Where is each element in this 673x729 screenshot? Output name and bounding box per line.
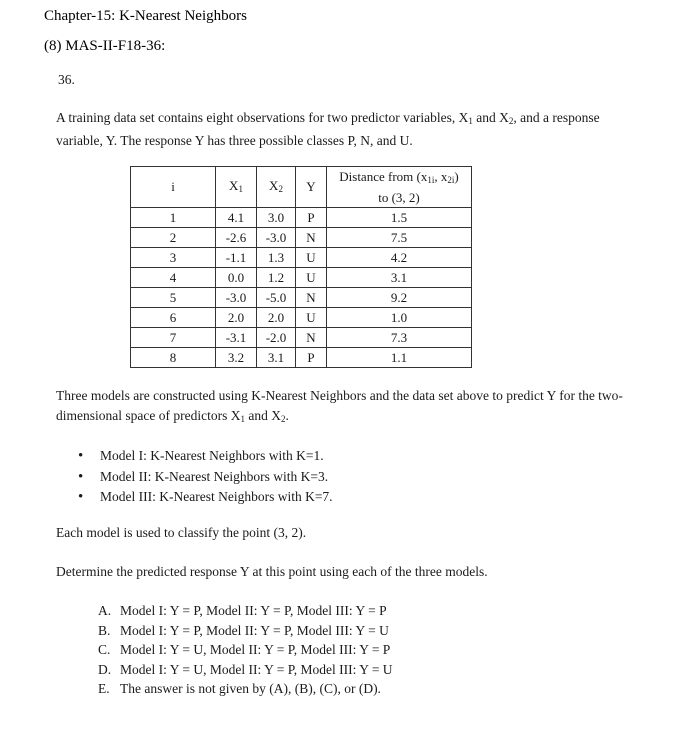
- cell-distance: 7.3: [327, 328, 472, 348]
- subscript-1: 1: [468, 116, 473, 126]
- choice-text: Model I: Y = U, Model II: Y = P, Model III: Y = U: [120, 661, 393, 677]
- cell-distance: 9.2: [327, 288, 472, 308]
- cell-i: 1: [131, 208, 216, 228]
- cell-x1: -2.6: [216, 228, 257, 248]
- table-row: [131, 288, 472, 308]
- models-intro: [56, 386, 631, 429]
- table-row: [131, 308, 472, 328]
- choice-text: The answer is not given by (A), (B), (C), or (D).: [120, 681, 381, 696]
- cell-x2: -5.0: [257, 288, 296, 308]
- table-row: [131, 208, 472, 228]
- cell-distance: 7.5: [327, 228, 472, 248]
- cell-x1: 0.0: [216, 268, 257, 288]
- answer-choice: [98, 640, 393, 660]
- header-x2: [257, 167, 296, 208]
- cell-y: U: [296, 268, 327, 288]
- choice-letter: E.: [98, 681, 110, 696]
- cell-y: U: [296, 248, 327, 268]
- table-header-row: [131, 167, 472, 208]
- models-subscript-1: 1: [240, 414, 245, 424]
- cell-x2: 1.2: [257, 268, 296, 288]
- intro-text-2: and X: [472, 110, 509, 125]
- header-distance-line1: Distance from (x: [339, 168, 428, 184]
- list-item: • Model II: K-Nearest Neighbors with K=3.: [78, 467, 333, 488]
- header-distance: [327, 167, 472, 208]
- cell-i: 3: [131, 248, 216, 268]
- cell-x2: -3.0: [257, 228, 296, 248]
- cell-x1: -1.1: [216, 248, 257, 268]
- header-distance-line2: to (3, 2): [378, 189, 420, 205]
- table-row: [131, 248, 472, 268]
- cell-x2: 1.3: [257, 248, 296, 268]
- choice-letter: D.: [98, 661, 112, 677]
- cell-distance: 1.5: [327, 208, 472, 228]
- table-row: [131, 228, 472, 248]
- problem-number: 36.: [58, 72, 75, 87]
- cell-distance: 1.0: [327, 308, 472, 328]
- cell-x1: 2.0: [216, 308, 257, 328]
- chapter-title: Chapter-15: K-Nearest Neighbors: [44, 8, 247, 24]
- choice-text: Model I: Y = U, Model II: Y = P, Model III: Y = P: [120, 642, 391, 657]
- cell-y: P: [296, 348, 327, 368]
- choice-text: Model I: Y = P, Model II: Y = P, Model III: Y = P: [120, 603, 387, 618]
- choice-letter: C.: [98, 642, 111, 657]
- cell-x2: -2.0: [257, 328, 296, 348]
- models-list: [78, 446, 333, 508]
- cell-i: 7: [131, 328, 216, 348]
- choice-letter: A.: [98, 603, 112, 618]
- cell-i: 8: [131, 348, 216, 368]
- cell-y: P: [296, 208, 327, 228]
- cell-y: N: [296, 288, 327, 308]
- cell-y: U: [296, 308, 327, 328]
- training-data-table: [130, 166, 472, 368]
- header-distance-sub2: 2i: [447, 174, 455, 185]
- cell-y: N: [296, 228, 327, 248]
- answer-choice: [98, 621, 393, 641]
- list-item: • Model III: K-Nearest Neighbors with K=7.: [78, 487, 333, 508]
- header-x2-sub: 2: [278, 183, 283, 194]
- cell-i: 2: [131, 228, 216, 248]
- cell-x2: 3.1: [257, 348, 296, 368]
- header-x2-label: X: [269, 177, 279, 193]
- cell-i: 4: [131, 268, 216, 288]
- header-x1: [216, 167, 257, 208]
- header-y: Y: [296, 167, 327, 208]
- header-x1-label: X: [229, 177, 239, 193]
- problem-id: (8) MAS-II-F18-36:: [44, 38, 166, 54]
- intro-text-3: , and a response variable, Y. The response Y has three possible classes P, N, and U.: [56, 110, 600, 148]
- models-subscript-2: 2: [280, 414, 286, 424]
- cell-distance: 4.2: [327, 248, 472, 268]
- models-intro-text-1: Three models are constructed using K-Nearest Neighbors and the data set above to predict Y for the two-dimensional space of predictors X: [56, 388, 623, 423]
- question-statement: Determine the predicted response Y at this point using each of the three models.: [56, 564, 488, 579]
- choice-text: Model I: Y = P, Model II: Y = P, Model III: Y = U: [120, 622, 389, 638]
- table-row: [131, 268, 472, 288]
- answer-choice: [98, 601, 393, 621]
- cell-i: 5: [131, 288, 216, 308]
- subscript-2: 2: [508, 116, 514, 126]
- cell-y: N: [296, 328, 327, 348]
- cell-x1: -3.1: [216, 328, 257, 348]
- cell-distance: 1.1: [327, 348, 472, 368]
- answer-choice: [98, 660, 393, 680]
- answer-choices: [98, 601, 393, 699]
- header-distance-mid: , x: [434, 168, 448, 184]
- list-item: • Model I: K-Nearest Neighbors with K=1.: [78, 446, 333, 467]
- cell-x1: 4.1: [216, 208, 257, 228]
- problem-intro: [56, 108, 616, 151]
- header-distance-sub1: 1i: [427, 174, 435, 185]
- cell-x1: -3.0: [216, 288, 257, 308]
- cell-distance: 3.1: [327, 268, 472, 288]
- models-intro-text-3: .: [285, 408, 289, 423]
- answer-choice: [98, 679, 393, 699]
- table-row: [131, 328, 472, 348]
- intro-text-1: A training data set contains eight observations for two predictor variables, X: [56, 110, 469, 125]
- header-i: i: [131, 167, 216, 208]
- cell-x1: 3.2: [216, 348, 257, 368]
- cell-x2: 3.0: [257, 208, 296, 228]
- header-distance-end: ): [454, 168, 459, 184]
- classify-statement: Each model is used to classify the point (3, 2).: [56, 525, 307, 540]
- models-intro-text-2: and X: [244, 408, 281, 423]
- cell-x2: 2.0: [257, 308, 296, 328]
- table-row: [131, 348, 472, 368]
- choice-letter: B.: [98, 622, 111, 638]
- header-x1-sub: 1: [238, 183, 243, 194]
- cell-i: 6: [131, 308, 216, 328]
